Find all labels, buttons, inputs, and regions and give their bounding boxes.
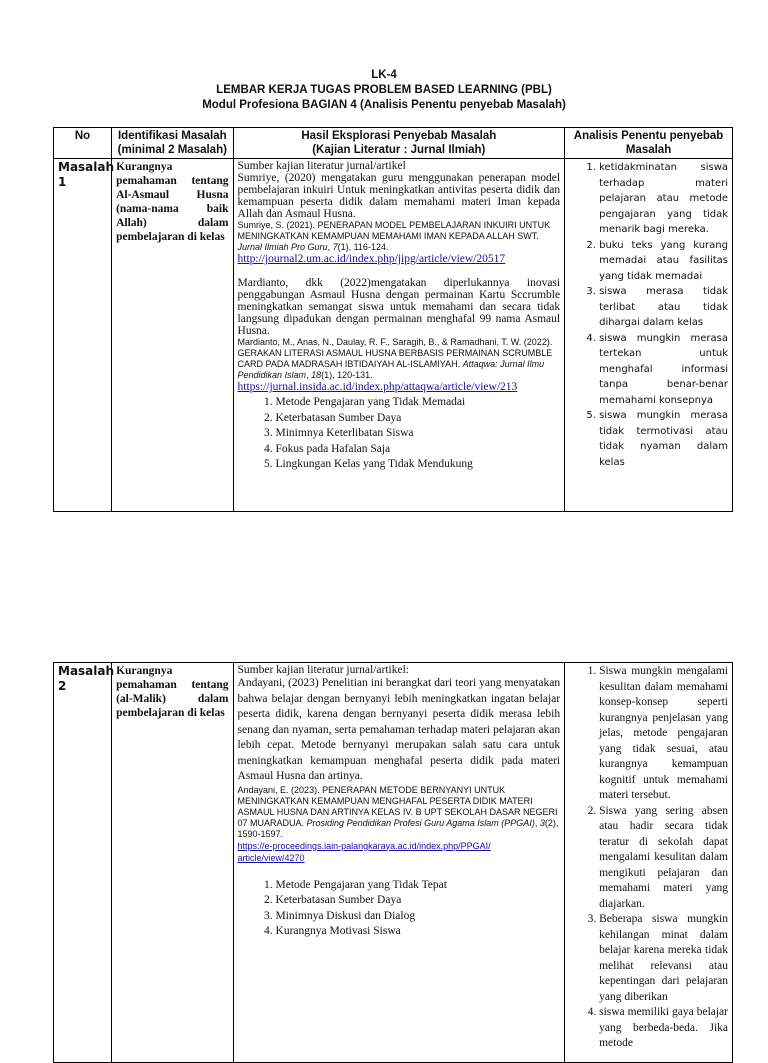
analysis-list	[569, 160, 728, 470]
doc-title: LEMBAR KERJA TUGAS PROBLEM BASED LEARNING (PBL)	[216, 84, 552, 96]
problem-table-continued	[53, 662, 733, 1063]
table-row	[54, 159, 733, 512]
table-header-row	[54, 128, 733, 159]
list-item: 1. ketidakminatan siswa terhadap materi pelajaran atau metode pengajaran yang tidak menarik bagi mereka.	[599, 160, 728, 238]
problem-identification: Kurangnya pemahaman tentang (al-Malik) dalam pembelajaran di kelas	[112, 663, 233, 1063]
cause-list	[238, 395, 561, 473]
literature-paragraph: Mardianto, dkk (2022)mengatakan diperlukannya inovasi penggabungan Asmaul Husna dengan permainan Kartu Sccrumble meningkatkan semangat siswa untuk memahami dan secara tidak langsung dipadukan dengan permainan menghafal 99 nama Asmaul Husna.	[237, 277, 561, 337]
list-item: 5. siswa mungkin merasa tidak termotivasi atau tidak nyaman dalam kelas	[599, 408, 728, 470]
problem-table	[53, 127, 733, 512]
list-item: 1. Metode Pengajaran yang Tidak Memadai	[276, 395, 561, 411]
source-heading: Sumber kajian literatur jurnal/artikel:	[237, 664, 409, 676]
citation-link[interactable]: https://e-proceedings.iain-palangkaraya.ac.id/index.php/PPGAI/	[237, 840, 491, 851]
doc-code: LK-4	[371, 69, 397, 81]
row-label: Masalah 2	[54, 663, 112, 1063]
list-item: 2. buku teks yang kurang memadai atau fasilitas yang tidak memadai	[599, 238, 728, 285]
citation: Andayani, E. (2023). PENERAPAN METODE BERNYANYI UNTUK MENINGKATKAN KEMAMPUAN MENGHAFAL PESERTA DIDIK MATERI ASMAUL HUSNA DAN ARTINYA KELAS IV. B UPT SEKOLAH DASAR NEGERI 07 MUARADUA. Prosiding Pendidikan Profesi Guru Agama Islam (PPGAI), 3(2), 1590-1597.	[237, 784, 559, 839]
list-item: 4. Kurangnya Motivasi Siswa	[276, 924, 561, 940]
problem-identification: Kurangnya pemahaman tentang Al-Asmaul Husna (nama-nama baik Allah) dalam pembelajaran di kelas	[112, 159, 233, 512]
source-heading: Sumber kajian literatur jurnal/artikel	[237, 160, 406, 172]
literature-exploration	[233, 159, 565, 512]
citation-link[interactable]: article/view/4270	[237, 852, 305, 863]
literature-exploration	[233, 663, 565, 1063]
list-item: 5. Lingkungan Kelas yang Tidak Mendukung	[276, 457, 561, 473]
list-item: 1. Metode Pengajaran yang Tidak Tepat	[276, 878, 561, 894]
list-item: 4. siswa memiliki gaya belajar yang berbeda-beda. Jika metode	[599, 1005, 728, 1052]
list-item: 2. Keterbatasan Sumber Daya	[276, 893, 561, 909]
list-item: 2. Siswa yang sering absen atau hadir secara tidak teratur di sekolah dapat mengalami kesulitan dalam mengikuti pelajaran dan memahami materi yang diajarkan.	[599, 804, 728, 913]
citation-link[interactable]: https://jurnal.insida.ac.id/index.php/attaqwa/article/view/213	[237, 381, 518, 393]
col-header-no: No	[54, 128, 112, 159]
cause-analysis	[565, 663, 733, 1063]
list-item: 3. Beberapa siswa mungkin kehilangan minat dalam belajar karena mereka tidak melihat relevansi atau kepentingan dari pelajaran yang diberikan	[599, 912, 728, 1005]
analysis-list	[569, 664, 728, 1052]
citation-link[interactable]: http://journal2.um.ac.id/index.php/jipg/article/view/20517	[237, 253, 506, 265]
cause-analysis	[565, 159, 733, 512]
col-header-identifikasi: Identifikasi Masalah (minimal 2 Masalah)	[112, 128, 233, 159]
list-item: 1. Siswa mungkin mengalami kesulitan dalam memahami konsep-konsep seperti kurangnya penjelasan yang jelas, metode pengajaran yang tidak sesuai, atau kurangnya kemampuan kognitif untuk memahami materi tersebut.	[599, 664, 728, 804]
list-item: 4. Fokus pada Hafalan Saja	[276, 442, 561, 458]
col-header-analisis: Analisis Penentu penyebab Masalah	[565, 128, 733, 159]
citation: Mardianto, M., Anas, N., Daulay, R. F., Saragih, B., & Ramadhani, T. W. (2022). GERAKAN LITERASI ASMAUL HUSNA BERBASIS PERMAINAN SCRUMBLE CARD PADA MADRASAH IBTIDAIYAH AL-ISLAMIYAH. Attaqwa: Jurnal Ilmu Pendidikan Islam, 18(1), 120-131.	[237, 337, 553, 380]
table-row	[54, 663, 733, 1063]
list-item: 3. Minimnya Keterlibatan Siswa	[276, 426, 561, 442]
list-item: 3. siswa merasa tidak terlibat atau tidak dihargai dalam kelas	[599, 284, 728, 331]
citation: Sumriye, S. (2021). PENERAPAN MODEL PEMBELAJARAN INKUIRI UNTUK MENINGKATKAN KEMAMPUAN MEMAHAMI IMAN KEPADA ALLAH SWT. Jurnal Ilmiah Pro Guru, 7(1), 116-124.	[237, 220, 551, 252]
list-item: 3. Minimnya Diskusi dan Dialog	[276, 909, 561, 925]
col-header-hasil: Hasil Eksplorasi Penyebab Masalah (Kajian Literatur : Jurnal Ilmiah)	[233, 128, 565, 159]
row-label: Masalah 1	[54, 159, 112, 512]
doc-subtitle: Modul Profesiona BAGIAN 4 (Analisis Penentu penyebab Masalah)	[202, 99, 566, 111]
list-item: 2. Keterbatasan Sumber Daya	[276, 411, 561, 427]
cause-list	[238, 878, 561, 940]
literature-paragraph: Sumriye, (2020) mengatakan guru menggunakan penerapan model pembelajaran inkuiri Untuk meningkatkan antivitas peserta didik dan kemampuan peserta didik dalam memahami materi Iman kepada Allah dan Asmaul Husna.	[237, 172, 561, 220]
literature-paragraph: Andayani, (2023) Penelitian ini berangkat dari teori yang menyatakan bahwa belajar dengan bernyanyi lebih meningkatkan ingatan belajar peserta didik, karena dengan bernyanyi peserta didik merasa lebih senang dan nyaman, serta pemahaman terhadap materi pelajaran akan lebih cepat. Metode bernyanyi merupakan salah satu cara untuk meningkatkan kemampuan menghafal peserta didik pada materi Asmaul Husna dan artinya.	[237, 677, 561, 782]
list-item: 4. siswa mungkin merasa tertekan untuk menghafal informasi tanpa benar-benar memahami konsepnya	[599, 331, 728, 409]
